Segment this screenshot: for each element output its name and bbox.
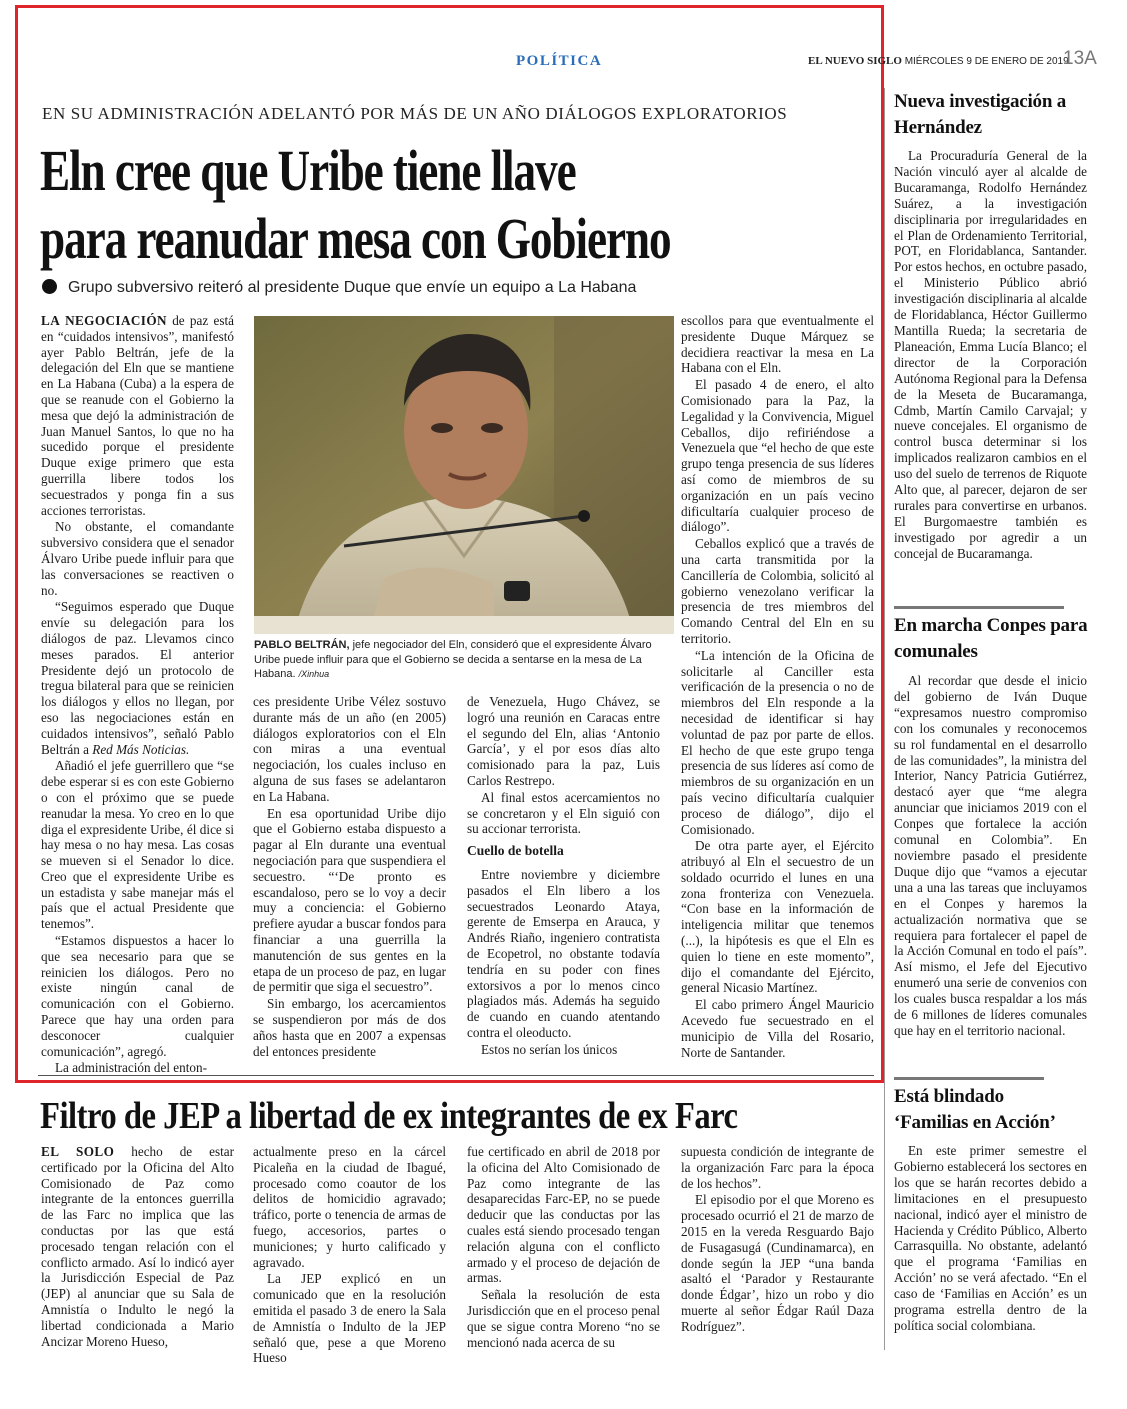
paragraph [41, 1144, 234, 1349]
section-label: POLÍTICA [516, 53, 603, 69]
paragraph: de Venezuela, Hugo Chávez, se logró una reunión en Caracas entre el segundo del Eln, alias ‘Antonio García’, y el por esos días alto comisionado para la paz, Luis Carlos Restrepo. [467, 694, 660, 788]
paragraph: Señala la resolución de esta Jurisdicción que en el proceso penal que se sigue contra Moreno “no se mencionó nada acerca de su [467, 1287, 660, 1350]
jep-headline: Filtro de JEP a libertad de ex integrantes de ex Farc [40, 1095, 738, 1137]
sidebar-story [894, 673, 1087, 1039]
sidebar-title-line: ‘Familias en Acción’ [894, 1112, 1056, 1133]
photo-credit: /Xinhua [298, 669, 330, 679]
headline-line: para reanudar mesa con Gobierno [40, 206, 671, 271]
article-column-1 [41, 313, 234, 1077]
section-subhead: Cuello de botella [467, 843, 564, 859]
divider [38, 1075, 874, 1076]
jep-column-3 [467, 1144, 660, 1351]
paragraph: “La intención de la Oficina de solicitarle al Canciller esta verificación de la presencia o no de miembros del Eln responde a la necesidad de identificar si hay voluntad de paz por parte de ellos. El hecho de que este grupo tenga presencia de sus líderes así como de miembros de su organización en un país vecino dificultaría cualquier proceso de diálogo”, dijo el Comisionado. [681, 647, 874, 837]
subheadline [42, 279, 636, 297]
newspaper-name: EL NUEVO SIGLO [808, 55, 902, 67]
paragraph: Añadió el jefe guerrillero que “se debe esperar si es con este Gobierno o con el próximo que se puede reanudar la mesa. Yo creo en lo que diga el expresidente Uribe, él dice si hay mesa o no hay mesa. Las cosas se mueven si el Senador lo dice. Creo que el expresidente Uribe es un estadista y sabe manejar más el país que el actual Presidente que tenemos”. [41, 758, 234, 932]
paragraph: No obstante, el comandante subversivo considera que el senador Álvaro Uribe puede influir para que las conversaciones se reactiven o no. [41, 519, 234, 598]
source-name: Red Más Noticias. [92, 741, 190, 757]
paragraph: supuesta condición de integrante de la organización Farc para la época de los hechos”. [681, 1144, 874, 1191]
sidebar-title-line: Está blindado [894, 1086, 1004, 1107]
bullet-icon [42, 279, 57, 294]
paragraph: Estos no serían los únicos [481, 1041, 618, 1057]
sidebar-story [894, 1143, 1087, 1334]
subheadline-text: Grupo subversivo reiteró al presidente Duque que envíe un equipo a La Habana [68, 279, 637, 296]
paragraph-text: de paz está en “cuidados intensivos”, manifestó ayer Pablo Beltrán, jefe de la delegación del Eln que se mantiene en La Habana (Cuba) a la espera de que se reanude con el Gobierno la mesa que dejó la administración de Juan Manuel Santos, lo que no ha sucedido porque el presidente Duque exige primero que esta guerrilla libere todos los secuestrados y ponga fin a sus acciones terroristas. [41, 313, 234, 518]
paragraph: En este primer semestre el Gobierno establecerá los sectores en los que se harán recortes debido a limitaciones en el presupuesto nacional, indicó ayer el ministro de Hacienda y Crédito Público, Alberto Carrasquilla. No obstante, adelantó que el programa ‘Familias en Acción’ no se verá afectado. “En el caso de ‘Familias en Acción’ es un programa estrella dentro de la política social colombiana. [894, 1143, 1087, 1333]
paragraph: Al recordar que desde el inicio del gobierno de Iván Duque “expresamos nuestro compromiso con los comunales y reconocemos su rol fundamental en el desarrollo de las comunidades”, la ministra del Interior, Nancy Patricia Gutiérrez, destacó ayer que “me alegra anunciar que iniciamos 2019 con el Conpes que fortalece la acción comunal en Colombia”. En noviembre pasado el presidente Duque dijo que “vamos a ejecutar una a una las tareas que incluyamos en el Conpes y haremos la actualización normativa que se requiera para fortalecer el papel de la Acción Comunal en todo el país”. Así mismo, el Jefe del Ejecutivo enumeró una serie de convenios con los cuales busca respaldar a los más de 6 millones de líderes comunales que hay en el territorio nacional. [894, 673, 1087, 1038]
column-separator [884, 88, 885, 1350]
paragraph [41, 313, 234, 518]
sidebar-divider [894, 1077, 1044, 1080]
kicker: EN SU ADMINISTRACIÓN ADELANTÓ POR MÁS DE UN AÑO DIÁLOGOS EXPLORATORIOS [42, 104, 788, 123]
paragraph [41, 599, 234, 757]
jep-column-2 [253, 1144, 446, 1367]
page-number: 13A [1063, 48, 1097, 69]
paragraph: Ceballos explicó que a través de una carta transmitida por la Cancillería de Colombia, solicitó al gobierno venezolano verificar la presencia de tres miembros del Comando Central del Eln en su territorio. [681, 536, 874, 646]
headline-line: Eln cree que Uribe tiene llave [40, 138, 576, 203]
headline [40, 137, 695, 273]
paragraph: Al final estos acercamientos no se concretaron y el Eln siguió con su accionar terrorista. [467, 789, 660, 837]
photo-caption [254, 638, 674, 682]
sidebar-story [894, 148, 1087, 562]
article-column-4 [681, 313, 874, 1061]
sidebar-title: En marcha Conpes para comunales [894, 615, 1088, 662]
paragraph: La JEP explicó en un comunicado que en la resolución emitida el pasado 3 de enero la Sala de Amnistía o Indulto de la JEP señaló que, pese a que Moreno Hueso [253, 1271, 446, 1366]
issue-date: MIÉRCOLES 9 DE ENERO DE 2019 [904, 56, 1069, 67]
paragraph-text: “Seguimos esperado que Duque envíe su delegación para los diálogos de paz. Llevamos cinco meses parados. El anterior Presidente dejó un protocolo de tregua bilateral para que se reinicien los diálogos y ellos no llegan, por eso las negociaciones están en cuidados intensivos”, señaló Pablo Beltrán a [41, 599, 234, 757]
paragraph: ces presidente Uribe Vélez sostuvo durante más de un año (en 2005) diálogos exploratorios con el Eln con miras a una eventual negociación, los cuales incluso en alguna de sus fases se adelantaron en La Habana. [253, 694, 446, 804]
paragraph: El episodio por el que Moreno es procesado ocurrió el 21 de marzo de 2015 en la vereda Resguardo Bajo de Fusagasugá (Cundinamarca), en donde según la JEP “una banda asaltó el ‘Parador y Restaurante donde Édgar’, hizo un robo y dio muerte al señor Édgar Raúl Daza Rodríguez”. [681, 1192, 874, 1334]
article-column-3 [467, 694, 660, 1059]
paragraph: Sin embargo, los acercamientos se suspendieron por más de dos años hasta que en 2007 a expensas del entonces presidente [253, 996, 446, 1059]
sidebar-title [894, 1084, 1094, 1136]
masthead [808, 55, 1069, 67]
paragraph: El pasado 4 de enero, el alto Comisionado para la Paz, la Legalidad y la Convivencia, Miguel Ceballos, dijo refiriéndose a Venezuela que “el hecho de que este grupo tenga presencia de sus líderes así como de miembros de su organización en un país vecino dificultaría cualquier proceso de diálogo”. [681, 377, 874, 535]
sidebar-divider [894, 606, 1064, 609]
caption-text: jefe negociador del Eln, consideró que el expresidente Álvaro Uribe puede influir para que el Gobierno se decida a sentarse en la mesa de La Habana. [254, 639, 652, 680]
paragraph: El cabo primero Ángel Mauricio Acevedo fue secuestrado en el municipio de Villa del Rosario, Norte de Santander. [681, 997, 874, 1060]
caption-name: PABLO BELTRÁN, [254, 639, 350, 651]
paragraph: escollos para que eventualmente el presidente Duque Márquez se decidiera reactivar la mesa en La Habana con el Eln. [681, 313, 874, 376]
paragraph: Entre noviembre y diciembre pasados el Eln libero a los secuestrados Leonardo Ataya, gerente de Emserpa en Arauca, y Andrés Riaño, ingeniero contratista de Ecopetrol, no obstante todavía tendría en su poder con fines extorsivos a por lo menos cinco plagiados más. Además ha seguido de cuando en cuando atentando contra el oleoducto. [467, 866, 660, 1040]
sidebar-title: Nueva investigación a Hernández [894, 91, 1067, 138]
paragraph: fue certificado en abril de 2018 por la oficina del Alto Comisionado de Paz como integrante de las desaparecidas Farc-EP, no se puede deducir que las conductas por las cuales está siendo procesado tengan relación alguna con el conflicto armado y el proceso de dejación de armas. [467, 1144, 660, 1286]
paragraph: De otra parte ayer, el Ejército atribuyó al Eln el secuestro de un soldado ocurrido el lunes en una zona fronteriza con Venezuela. “Con base en la información de inteligencia militar que tenemos (...), la hipótesis es que el Eln es quien lo tiene en este momento”, dijo el comandante del Ejército, general Nicasio Martínez. [681, 838, 874, 996]
paragraph: “Estamos dispuestos a hacer lo que sea necesario para que se reinicien los diálogos. Pero no existe ningún canal de comunicación con el Gobierno. Parece que hay una orden para desconocer cualquier comunicación”, agregó. [41, 933, 234, 1059]
paragraph: La administración del enton- [55, 1060, 207, 1076]
article-column-2 [253, 694, 446, 1060]
article-photo [254, 316, 674, 634]
jep-column-1 [41, 1144, 234, 1350]
paragraph-text: hecho de estar certificado por la Oficina del Alto Comisionado de Paz como integrante de la entonces guerrilla de las Farc no implica que las conductas por las que está procesado tengan relación con el conflicto armado. Así lo indicó ayer la Jurisdicción Especial de Paz (JEP) al anunciar que su Sala de Amnistía o Indulto le negó la libertad condicionada a Mario Ancizar Moreno Hueso, [41, 1144, 235, 1349]
paragraph: La Procuraduría General de la Nación vinculó ayer al alcalde de Bucaramanga, Rodolfo Hernández Suárez, a la investigación disciplinaria por irregularidades en el Plan de Ordenamiento Territorial, POT, en Floridablanca, Santander. Por estos hechos, en octubre pasado, el Ministerio Público abrió investigación disciplinaria al alcalde de Floridablanca, Héctor Guillermo Mantilla Rueda; la secretaria de Planeación, Emma Lucía Blanco; el director de la Corporación Autónoma Regional para la Defensa de la Meseta de Bucaramanga, Cdmb, Martín Camilo Carvajal; y nueve concejales. El organismo de control busca determinar si los implicados realizaron cambios en el uso del suelo de terrenos de Riquote Alto que, al parecer, dejaron de ser rurales para convertirse en urbanos. El Burgomaestre también es investigado por agredir a un concejal de Bucaramanga. [894, 148, 1088, 561]
paragraph: En esa oportunidad Uribe dijo que el Gobierno estaba dispuesto a pagar al Eln durante una eventual negociación para que suspendiera el secuestro. “‘De pronto es escandaloso, pero se lo voy a decir muy a conciencia: el Gobierno prefiere ayudar a buscar fondos para financiar a una guerrilla la manutención de sus gentes en la etapa de un proceso de paz, en lugar de permitir que siga el secuestro”. [253, 805, 446, 995]
paragraph: actualmente preso en la cárcel Picaleña en la ciudad de Ibagué, procesado como coautor de los delitos de homicidio agravado; tráfico, porte o tenencia de armas de fuego, accesorios, partes o municiones; y hurto calificado y agravado. [253, 1144, 446, 1270]
jep-column-4 [681, 1144, 874, 1336]
photo-illustration [254, 316, 674, 634]
lead-in: EL SOLO [41, 1144, 115, 1159]
lead-in: LA NEGOCIACIÓN [41, 313, 167, 328]
